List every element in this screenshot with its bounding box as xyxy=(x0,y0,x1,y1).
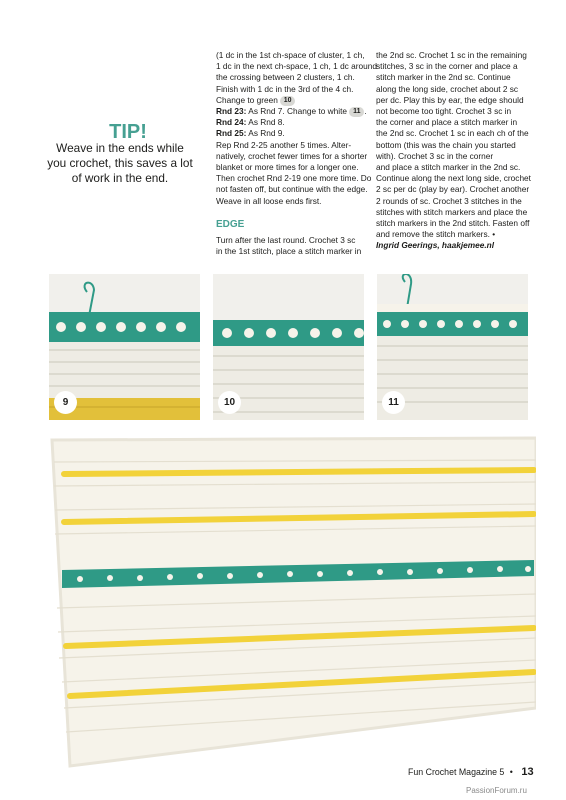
round-text: As Rnd 8. xyxy=(246,117,285,128)
photo-number-badge: 9 xyxy=(54,391,77,414)
step-photo-10 xyxy=(213,274,364,420)
text-line: the 2nd sc. Crochet 1 sc in each ch of the xyxy=(376,128,529,139)
instructions-column-2 xyxy=(376,50,536,252)
footer-bullet: • xyxy=(509,767,513,777)
text-line: blanket or more times for a longer one. xyxy=(216,162,359,173)
text-line: stitch marker in the 2nd sc. Continue xyxy=(376,72,511,83)
magazine-name: Fun Crochet Magazine 5 xyxy=(408,767,505,777)
instructions-column-1 xyxy=(216,50,377,207)
photo-number-badge: 10 xyxy=(218,391,241,414)
tip-line: of work in the end. xyxy=(71,171,169,185)
step-badge: 11 xyxy=(349,107,364,117)
text-line: and place a stitch marker in the 2nd sc. xyxy=(376,162,521,173)
round-label: Rnd 23: xyxy=(216,106,247,117)
step-photo-9 xyxy=(49,274,200,420)
round-label: Rnd 25: xyxy=(216,128,247,139)
text-line: the crossing between 2 clusters, 1 ch. xyxy=(216,72,355,83)
text-line: Continue along the next long side, crochet xyxy=(376,173,531,184)
text-fragment: Change to green xyxy=(216,94,278,105)
text-line: natively, crochet fewer times for a shorter xyxy=(216,150,368,161)
text-line: not fasten off, but continue with the edge. xyxy=(216,184,368,195)
author-credit: Ingrid Geerings, haakjemee.nl xyxy=(376,240,495,251)
text-line: the corner and place a stitch marker in xyxy=(376,117,518,128)
round-text: As Rnd 7. Change to white xyxy=(246,106,350,117)
page-number: 13 xyxy=(521,766,534,778)
text-line: 1 dc in the next ch-space, 1 ch, 1 dc around xyxy=(216,61,377,72)
text-line: the 2nd sc. Crochet 1 sc in the remaining xyxy=(376,50,527,60)
text-line: stitch markers in the 2nd stitch. Fasten off xyxy=(376,218,530,229)
watermark: PassionForum.ru xyxy=(466,786,527,795)
page-footer xyxy=(408,766,534,778)
round-line xyxy=(216,106,366,117)
edge-text xyxy=(216,235,366,257)
text-line: and remove the stitch markers. • xyxy=(376,229,496,240)
text-line: (1 dc in the 1st ch-space of cluster, 1 ch, xyxy=(216,50,365,60)
text-line: with). Crochet 3 sc in the corner xyxy=(376,150,494,161)
round-line xyxy=(216,117,366,128)
text-line: stitches, 3 sc in the corner and place a xyxy=(376,61,518,72)
round-text: As Rnd 9. xyxy=(246,128,285,139)
text-line: Then crochet Rnd 2-19 one more time. Do xyxy=(216,173,372,184)
round-line xyxy=(216,128,366,139)
text-line: 2 sc per dc (play by ear). Crochet another xyxy=(376,184,530,195)
text-line: per dc. Play this by ear, the edge should xyxy=(376,94,524,105)
text-line xyxy=(216,95,366,106)
round-label: Rnd 24: xyxy=(216,117,247,128)
edge-heading: EDGE xyxy=(216,219,245,230)
text-line: stitches with stitch markers and place the xyxy=(376,206,528,217)
blanket-image xyxy=(30,432,536,770)
text-line: Turn after the last round. Crochet 3 sc xyxy=(216,235,356,245)
tip-line: you crochet, this saves a lot xyxy=(47,156,193,170)
tip-line: Weave in the ends while xyxy=(56,141,184,155)
text-line: Finish with 1 dc in the 3rd of the 4 ch. xyxy=(216,83,354,94)
text-line: Rep Rnd 2-25 another 5 times. Alter- xyxy=(216,139,352,150)
text-line: not become too tight. Crochet 3 sc in xyxy=(376,106,512,117)
text-line: bottom (this was the chain you started xyxy=(376,139,516,150)
step-photo-11 xyxy=(377,274,528,420)
blanket-photo xyxy=(30,432,536,770)
text-line: in the 1st stitch, place a stitch marker in xyxy=(216,246,362,257)
round-text-end: . xyxy=(364,106,367,117)
tip-body xyxy=(35,141,205,186)
text-line: along the long side, crochet about 2 sc xyxy=(376,83,519,94)
text-line: 2 rounds of sc. Crochet 3 stitches in the xyxy=(376,195,522,206)
text-line: Weave in all loose ends first. xyxy=(216,195,322,206)
tip-title: TIP! xyxy=(109,121,147,143)
photo-number-badge: 11 xyxy=(382,391,405,414)
step-badge: 10 xyxy=(280,96,295,106)
